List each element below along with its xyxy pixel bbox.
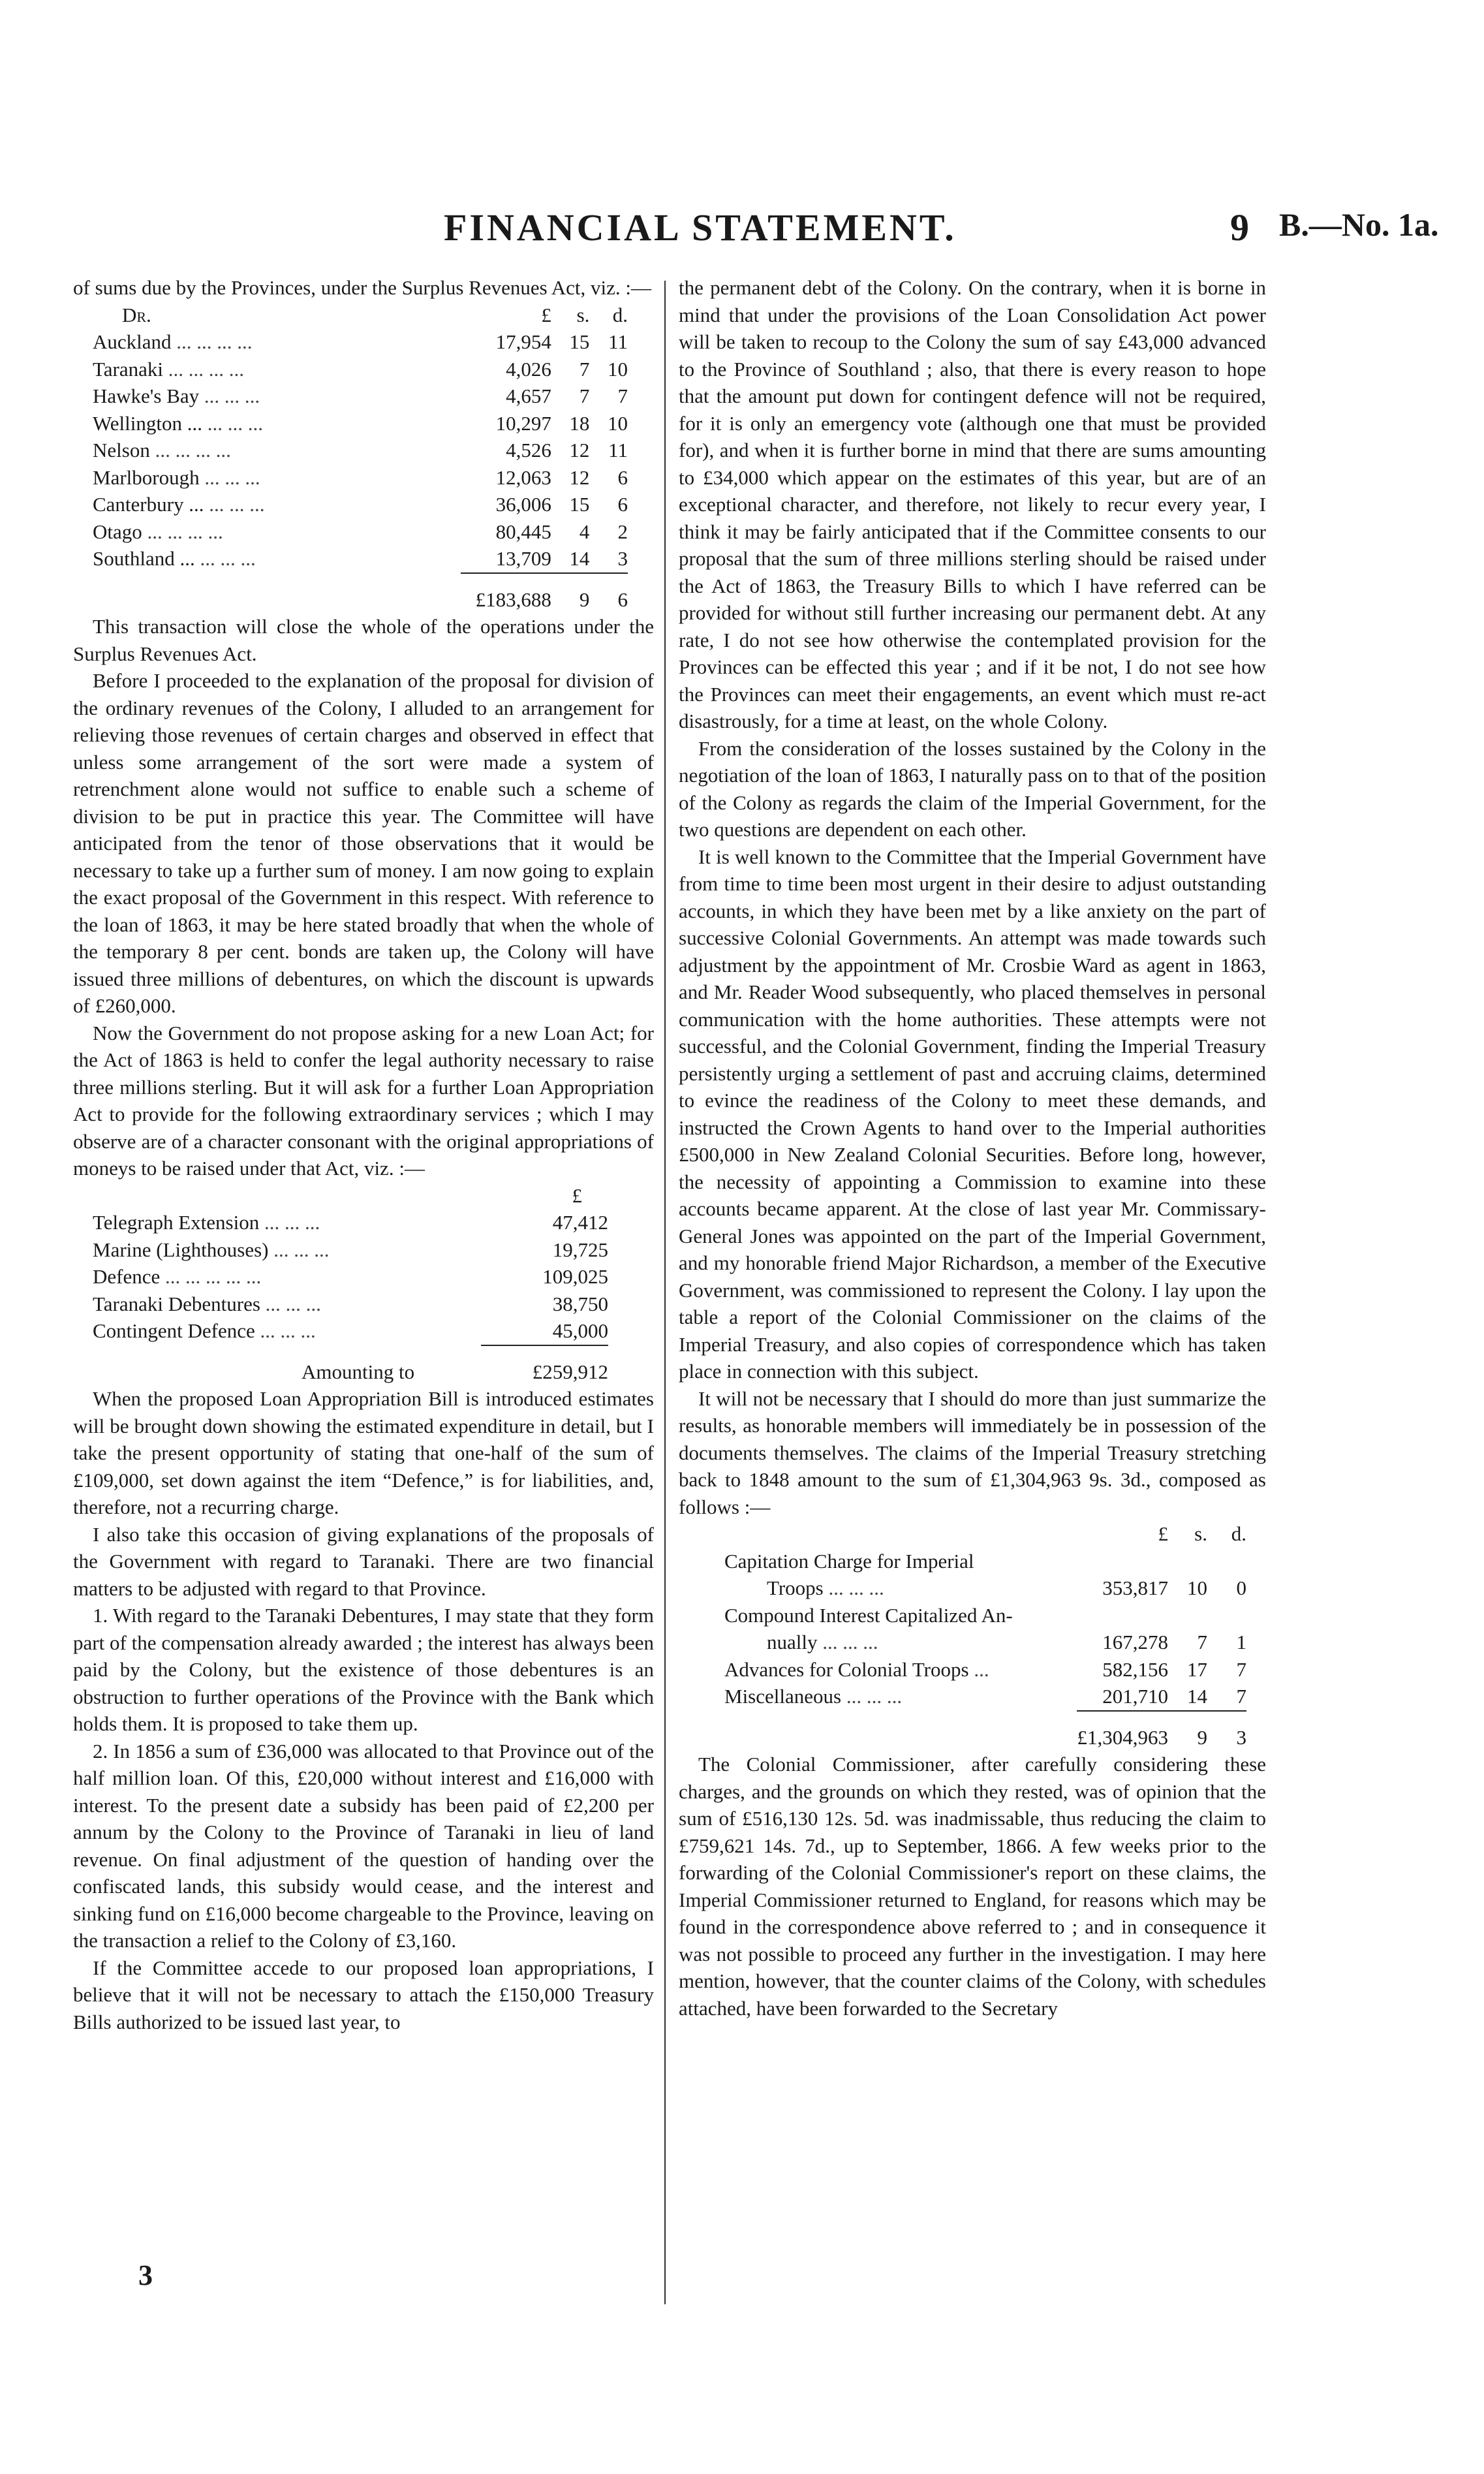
total-shillings: 9: [579, 587, 590, 611]
table-row: [93, 356, 628, 383]
table-row: [724, 1683, 1246, 1711]
table-row: [724, 1548, 1246, 1602]
right-column: [679, 274, 1266, 2022]
service-name: Defence: [93, 1265, 161, 1288]
intro-paragraph: of sums due by the Provinces, under the Surplus Revenues Act, viz. :—: [73, 276, 651, 299]
table-spacer-row: [93, 573, 628, 582]
shillings-value: 10: [1187, 1576, 1207, 1599]
shillings-value: 7: [579, 357, 590, 381]
pounds-value: 582,156: [1102, 1657, 1168, 1681]
leader-dots: ... ... ...: [207, 411, 263, 435]
leader-dots: ... ... ...: [828, 1576, 884, 1599]
sum-rule: [461, 573, 628, 582]
leader-dots: ... ... ... ...: [155, 439, 231, 462]
table-total-row: [93, 1354, 608, 1386]
pounds-value: 12,063: [495, 465, 551, 489]
province-name: Taranaki: [93, 357, 163, 381]
services-table: [93, 1182, 608, 1386]
leader-dots: ... ... ...: [260, 1319, 316, 1342]
paragraph: From the consideration of the losses sustained by the Colony in the negotiation of the loan of 1863, I naturally pass on to that of the position of the Colony as regards the claim of the Imperial Government, for the two questions are dependent on each other.: [679, 736, 1266, 841]
leader-dots: ...: [974, 1657, 989, 1681]
claim-label-continued: Troops: [767, 1576, 824, 1599]
column-divider: [664, 281, 666, 2304]
claim-label-continued: nually: [767, 1631, 818, 1653]
dr-header: Dr.: [122, 303, 151, 326]
leader-dots: ... ... ... ...: [147, 520, 223, 543]
leader-dots: ... ... ...: [204, 384, 260, 407]
service-name: Marine (Lighthouses): [93, 1238, 269, 1261]
leader-dots: ... ... ...: [209, 493, 265, 516]
province-name: Hawke's Bay: [93, 384, 200, 407]
service-value: 38,750: [552, 1292, 608, 1315]
pence-header: d.: [1231, 1522, 1246, 1545]
paragraph: It is well known to the Committee that the Imperial Government have from time to time been most urgent in their desire to adjust outstanding accounts, in which they have been met by a like anxiety on the part of successive Colonial Governments. An attempt was made towards such adjustment by the appointment of Mr. Crosbie Ward as agent in 1863, and Mr. Reader Wood subsequently, who placed themselves in personal communication with the home authorities. These attempts were not successful, and the Colonial Government, finding the Imperial Treasury persistently urging a settlement of past and accruing claims, determined to evince the readiness of the Colony to meet these demands, and instructed the Crown Agents to hand over to the Imperial authorities £500,000 in New Zealand Colonial Securities. Before long, however, the necessity of appointing a Commission to examine into these accounts became apparent. At the close of last year Mr. Commissary-General Jones was appointed on the part of the Imperial Government, and my honorable friend Major Richardson, a member of the Executive Government, was commissioned to represent the Colony. I lay upon the table a report of the Colonial Commissioner on the claims of the Imperial Treasury, and also copies of correspondence which has taken place in connection with this subject.: [679, 845, 1266, 1383]
shillings-value: 15: [569, 493, 590, 516]
pounds-value: 201,710: [1102, 1685, 1168, 1708]
pounds-value: 80,445: [495, 520, 551, 543]
service-value: 109,025: [542, 1265, 608, 1288]
leader-dots: ... ... ...: [200, 547, 256, 570]
leader-dots: ... ... ...: [846, 1685, 903, 1708]
service-value: 45,000: [552, 1319, 608, 1342]
pounds-value: 36,006: [495, 493, 551, 516]
pounds-value: 167,278: [1102, 1631, 1168, 1653]
province-name: Wellington ...: [93, 411, 202, 435]
leader-dots: ... ... ...: [822, 1631, 878, 1653]
pounds-value: 4,657: [506, 384, 551, 407]
paragraph: Now the Government do not propose asking for a new Loan Act; for the Act of 1863 is held to confer the legal authority necessary to raise three millions sterling. But it will ask for a further Loan Appropriation Act to provide for the following extraordinary services ; which I may observe are of a character consonant with the original appropriations of moneys to be raised under that Act, viz. :—: [73, 1021, 654, 1180]
table-total-row: [724, 1720, 1246, 1751]
shillings-value: 12: [569, 465, 590, 489]
total-pence: 3: [1236, 1725, 1246, 1749]
leader-dots: ... ... ... ... ...: [165, 1265, 262, 1288]
pence-value: 2: [617, 520, 628, 543]
shillings-value: 7: [1197, 1631, 1207, 1653]
paragraph: the permanent debt of the Colony. On the contrary, when it is borne in mind that under the provisions of the Loan Consolidation Act power will be taken to recoup to the Colony the sum of say £43,000 advanced to the Province of Southland ; also, that there is every reason to hope that the amount put down for contingent defence will not be required, for it is only an emergency vote (although one that must be provided for), and when it is further borne in mind that there are sums amounting to £34,000 which appear on the estimates of this year, but are of an exceptional character, and therefore, not likely to recur every year, I think it may be fairly anticipated that if the Committee consents to our proposal that the sum of three millions sterling should be raised under the Act of 1863, the Treasury Bills to which I have referred can be provided for without still further increasing our permanent debt. At any rate, I do not see how otherwise the contemplated provision for the Provinces can be effected this year ; and if it be not, I do not see how the Provinces can meet their engagements, an event which must re-act disastrously, for a time at least, on the whole Colony.: [679, 276, 1266, 732]
total-shillings: 9: [1197, 1725, 1207, 1749]
table-row: [93, 437, 628, 464]
pounds-value: 10,297: [495, 411, 551, 435]
table-header-row: [93, 302, 628, 329]
pounds-value: 4,026: [506, 357, 551, 381]
pounds-value: 13,709: [495, 547, 551, 570]
pounds-value: 4,526: [506, 439, 551, 462]
shillings-value: 7: [579, 384, 590, 407]
left-column: [73, 274, 654, 2035]
pounds-header: £: [1158, 1522, 1168, 1545]
pence-value: 7: [1236, 1685, 1246, 1708]
pence-value: 7: [617, 384, 628, 407]
page-title: FINANCIAL STATEMENT.: [444, 206, 957, 249]
total-label: Amounting to: [301, 1360, 415, 1383]
claim-label: Advances for Colonial Troops: [724, 1657, 969, 1681]
total-pounds: £183,688: [475, 587, 551, 611]
table-total-row: [93, 582, 628, 614]
total-value: £259,912: [532, 1360, 608, 1383]
service-name: Telegraph Extension: [93, 1211, 260, 1234]
pence-value: 1: [1236, 1631, 1246, 1653]
pence-value: 10: [608, 411, 628, 435]
table-spacer-row: [724, 1711, 1246, 1720]
shillings-header: s.: [1194, 1522, 1207, 1545]
table-header-row: [93, 1182, 608, 1210]
table-row: [93, 518, 628, 546]
page-number: 9: [1230, 206, 1249, 249]
province-name: Southland ...: [93, 547, 195, 570]
claims-table: [724, 1520, 1246, 1751]
pence-value: 10: [608, 357, 628, 381]
shillings-value: 17: [1187, 1657, 1207, 1681]
pence-value: 7: [1236, 1657, 1246, 1681]
sum-rule: [1077, 1711, 1246, 1720]
shillings-value: 4: [579, 520, 590, 543]
page-header: [0, 206, 1484, 264]
province-name: Canterbury ...: [93, 493, 204, 516]
pounds-value: 353,817: [1102, 1576, 1168, 1599]
pence-value: 3: [617, 547, 628, 570]
service-name: Taranaki Debentures: [93, 1292, 260, 1315]
paragraph: The Colonial Commissioner, after carefully considering these charges, and the grounds on which they rested, was of opinion that the sum of £516,130 12s. 5d. was inadmissable, thus reducing the claim to £759,621 14s. 7d., up to September, 1866. A few weeks prior to the forwarding of the Colonial Commissioner's report on these claims, the Imperial Commissioner returned to England, for reasons which may be found in the correspondence above referred to ; and in consequence it was not possible to proceed any further in the investigation. I may here mention, however, that the counter claims of the Colony, with schedules attached, have been forwarded to the Secretary: [679, 1753, 1266, 2020]
leader-dots: ... ... ...: [265, 1292, 321, 1315]
table-row: [724, 1656, 1246, 1683]
province-name: Otago: [93, 520, 142, 543]
pence-header: d.: [612, 303, 628, 326]
province-name: Marlborough: [93, 465, 200, 489]
province-name: Nelson: [93, 439, 150, 462]
table-spacer-row: [93, 1345, 608, 1354]
pence-value: 6: [617, 465, 628, 489]
table-row: [93, 328, 628, 356]
leader-dots: ... ... ...: [264, 1211, 320, 1234]
leader-dots: ... ... ... ...: [176, 330, 253, 353]
table-row: [93, 1291, 608, 1318]
paragraph: This transaction will close the whole of the operations under the Surplus Revenues Act.: [73, 615, 654, 665]
shillings-value: 14: [569, 547, 590, 570]
leader-dots: ... ... ...: [273, 1238, 330, 1261]
sum-rule: [481, 1345, 608, 1354]
shillings-value: 14: [1187, 1685, 1207, 1708]
paragraph: 1. With regard to the Taranaki Debentures, I may state that they form part of the compensation already awarded ; the interest has always been paid by the Colony, but the existence of those debentures is an obstruction to further operations of the Province with the Bank which holds them. It is proposed to take them up.: [73, 1604, 654, 1735]
table-row: [724, 1602, 1246, 1656]
table-row: [93, 491, 628, 518]
table-row: [93, 1236, 608, 1264]
shillings-value: 12: [569, 439, 590, 462]
service-name: Contingent Defence: [93, 1319, 255, 1342]
table-row: [93, 545, 628, 573]
paragraph: I also take this occasion of giving explanations of the proposals of the Government with regard to Taranaki. There are two financial matters to be adjusted with regard to that Province.: [73, 1522, 654, 1600]
shillings-header: s.: [576, 303, 590, 326]
pence-value: 0: [1236, 1576, 1246, 1599]
total-pounds: £1,304,963: [1077, 1725, 1168, 1749]
paragraph: Before I proceeded to the explanation of the proposal for division of the ordinary revenues of the Colony, I alluded to an arrangement for relieving those revenues of certain charges and observed in effect that unless some arrangement of the sort were made a system of retrenchment alone would not suffice to enable such a scheme of division to be put in practice this year. The Committee will have anticipated from the tenor of those observations that it would be necessary to take up a further sum of money. I am now going to explain the exact proposal of the Government in this respect. With reference to the loan of 1863, it may be here stated broadly that when the whole of the temporary 8 per cent. bonds are taken up, the Colony will have issued three millions of debentures, on which the discount is upwards of £260,000.: [73, 669, 654, 1017]
leader-dots: ... ... ... ...: [168, 357, 244, 381]
claim-label: Miscellaneous: [724, 1685, 842, 1708]
table-row: [93, 1209, 608, 1236]
pounds-header: £: [541, 303, 551, 326]
shillings-value: 18: [569, 411, 590, 435]
pounds-value: 17,954: [495, 330, 551, 353]
province-name: Auckland: [93, 330, 172, 353]
service-value: 47,412: [552, 1211, 608, 1234]
service-value: 19,725: [552, 1238, 608, 1261]
provinces-table: [93, 302, 628, 614]
pence-value: 11: [608, 330, 628, 353]
signature-mark: 3: [138, 2259, 153, 2291]
table-row: [93, 464, 628, 492]
table-header-row: [724, 1520, 1246, 1548]
paragraph: When the proposed Loan Appropriation Bill is introduced estimates will be brought down showing the estimated expenditure in detail, but I take the present opportunity of stating that one-half of the sum of £109,000, set down against the item “Defence,” is for liabilities, and, therefore, not a recurring charge.: [73, 1387, 654, 1518]
table-row: [93, 410, 628, 437]
paragraph: 2. In 1856 a sum of £36,000 was allocated to that Province out of the half million loan. Of this, £20,000 without interest and £16,000 with interest. To the present date a subsidy has been paid of £2,200 per annum by the Colony to the Province of Taranaki in lieu of land revenue. On final adjustment of the question of handing over the confiscated lands, this subsidy would cease, and the interest and sinking fund on £16,000 become chargeable to the Province, leaving on the transaction a relief to the Colony of £3,160.: [73, 1739, 654, 1952]
paragraph: If the Committee accede to our proposed loan appropriations, I believe that it will not be necessary to attach the £150,000 Treasury Bills authorized to be issued last year, to: [73, 1956, 654, 2033]
claim-label: Capitation Charge for Imperial: [724, 1549, 974, 1573]
claim-label: Compound Interest Capitalized An-: [724, 1603, 1013, 1627]
paragraph: It will not be necessary that I should do more than just summarize the results, as honorable members will immediately be in possession of the documents themselves. The claims of the Imperial Treasury stretching back to 1848 amount to the sum of £1,304,963 9s. 3d., composed as follows :—: [679, 1386, 1266, 1518]
shillings-value: 15: [569, 330, 590, 353]
table-row: [93, 383, 628, 410]
table-row: [93, 1317, 608, 1345]
leader-dots: ... ... ...: [204, 465, 260, 489]
table-row: [93, 1263, 608, 1291]
total-pence: 6: [617, 587, 628, 611]
pence-value: 11: [608, 439, 628, 462]
document-reference: B.—No. 1a.: [1279, 206, 1439, 243]
pounds-header: £: [572, 1183, 582, 1207]
pence-value: 6: [617, 493, 628, 516]
